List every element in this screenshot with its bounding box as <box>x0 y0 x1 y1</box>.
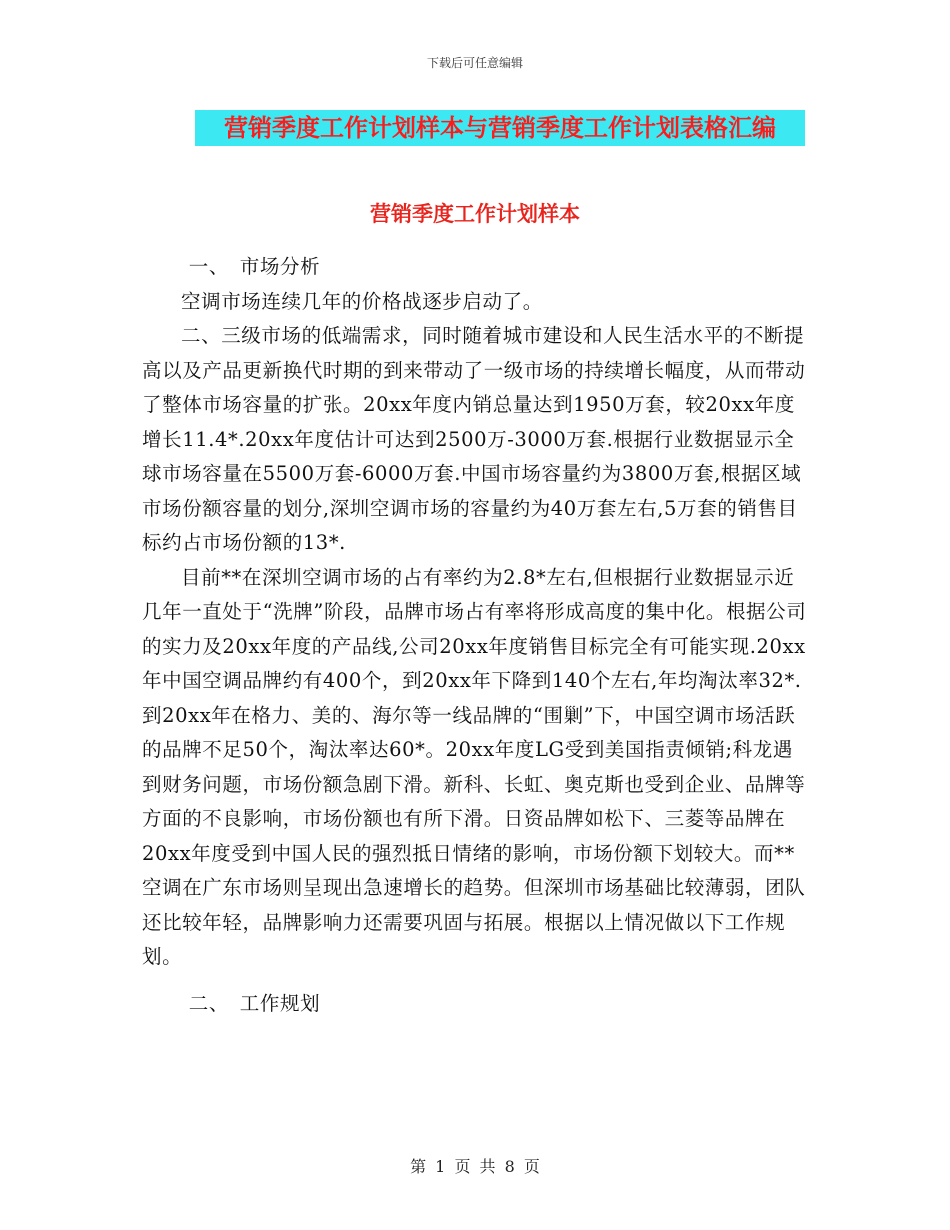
document-title-highlight <box>195 110 805 146</box>
document-title: 营销季度工作计划样本与营销季度工作计划表格汇编 <box>224 113 776 142</box>
section-title: 营销季度工作计划样本 <box>370 201 580 226</box>
paragraph-2: 二、三级市场的低端需求，同时随着城市建设和人民生活水平的不断提高以及产品更新换代时期的到来带动了一级市场的持续增长幅度，从而带动了整体市场容量的扩张。20xx年度内销总量达到1950万套，较20xx年度增长11.4*.20xx年度估计可达到2500万-3000万套.根据行业数据显示全球市场容量在5500万套-6000万套.中国市场容量约为3800万套,根据区域市场份额容量的划分,深圳空调市场的容量约为40万套左右,5万套的销售目标约占市场份额的13*. <box>142 324 806 554</box>
paragraph-3: 目前**在深圳空调市场的占有率约为2.8*左右,但根据行业数据显示近几年一直处于“洗牌”阶段，品牌市场占有率将形成高度的集中化。根据公司的实力及20xx年度的产品线,公司20xx年度销售目标完全有可能实现.20xx年中国空调品牌约有400个，到20xx年下降到140个左右,年均淘汰率32*.到20xx年在格力、美的、海尔等一线品牌的“围剿”下，中国空调市场活跃的品牌不足50个，淘汰率达60*。20xx年度LG受到美国指责倾销;科龙遇到财务问题，市场份额急剧下滑。新科、长虹、奥克斯也受到企业、品牌等方面的不良影响，市场份额也有所下滑。日资品牌如松下、三菱等品牌在20xx年度受到中国人民的强烈抵日情绪的影响，市场份额下划较大。而**空调在广东市场则呈现出急速增长的趋势。但深圳市场基础比较薄弱，团队还比较年轻，品牌影响力还需要巩固与拓展。根据以上情况做以下工作规划。 <box>142 565 807 968</box>
paragraph-1: 空调市场连续几年的价格战逐步启动了。 <box>181 289 543 313</box>
document-body <box>142 250 810 1021</box>
heading-work-plan: 二、 工作规划 <box>188 991 321 1015</box>
header-note: 下载后可任意编辑 <box>426 56 523 70</box>
page-number: 第 1 页 共 8 页 <box>410 1157 540 1176</box>
heading-market-analysis: 一、 市场分析 <box>188 255 321 278</box>
